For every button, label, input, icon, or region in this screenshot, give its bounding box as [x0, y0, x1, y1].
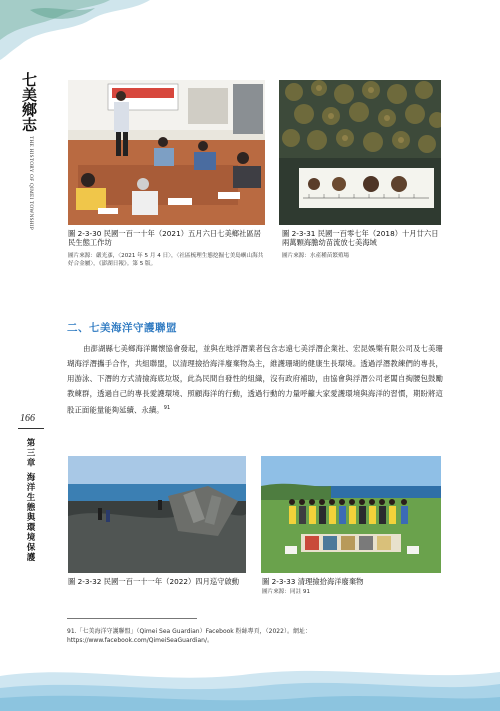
figure-33-source: 圖片來源：同註 91: [262, 589, 311, 595]
figure-31-caption: 圖 2-3-31 民國一百零七年（2018）十月廿六日兩萬顆海膽幼苗流放七美海域: [282, 229, 439, 248]
figure-31-photo: [279, 80, 441, 225]
section-title: 二、七美海洋守護聯盟: [67, 322, 177, 334]
book-title-zh: 七美鄉志: [20, 72, 38, 132]
figure-32-caption: 圖 2-3-32 民國一百一十一年（2022）四月巡守啟動: [68, 577, 240, 586]
figure-32-photo: [68, 456, 246, 573]
bottom-wave-decoration: [0, 664, 500, 711]
figure-33-caption: 圖 2-3-33 清理撿拾海洋廢棄物: [262, 577, 364, 586]
side-divider: [18, 428, 44, 429]
footnote-divider: [67, 618, 197, 619]
chapter-label: 第三章 海洋生態與環境保護: [25, 438, 35, 563]
figure-31-source: 圖片來源：水產種苗繁殖場: [282, 253, 350, 259]
page-number: 166: [20, 413, 35, 424]
top-wave-decoration: [0, 0, 150, 60]
footnote-ref: 91: [163, 405, 171, 412]
figure-30-source: 圖片來源：嚴光彥，〈2021 年 5 月 4 日〉，〈社區梳理生態挖掘七美島嶼山海共好合金屬〉，《澎湖日報》。第 5 版。: [68, 253, 264, 267]
figure-30-photo: [68, 80, 265, 225]
section-body: [67, 341, 443, 418]
figure-33-photo: [261, 456, 441, 573]
book-title: [20, 72, 42, 230]
footnote-text: 91.「七美海洋守護聯盟」（Qimei Sea Guardian）Facebook 粉絲專頁，（2022）。網址：https://www.facebook.com/QimeiSeaGuardian/。: [67, 628, 311, 644]
figure-30-caption: 圖 2-3-30 民國一百一十年（2021）五月六日七美鄉社區居民生態工作坊: [68, 229, 261, 248]
section-body-text: 由澎湖縣七美鄉海洋關懷協會發起，並與在地浮潛業者包含志遠七美浮潛企業社、宏昆娛樂有限公司及七美珊瑚海浮潛攜手合作，共組聯盟，以清理撿拾海洋廢棄物為主，維護珊瑚的健康生長環境。透過浮潛教練們的專長，用游泳、下潛的方式清撿海底垃圾，此為民間自發性的組織，沒有政府補助，由協會與浮潛公司老闆自掏腰包鼓勵教練群，透過自己的專長愛護環境、照顧海洋的行動，透過行動的力量呼籲大家愛護環境與海洋的習慣，期盼將這股正面能量能夠延續、永續。: [67, 344, 443, 415]
book-title-en: THE HISTORY OF QIMEI TOWNSHIP: [28, 136, 34, 231]
